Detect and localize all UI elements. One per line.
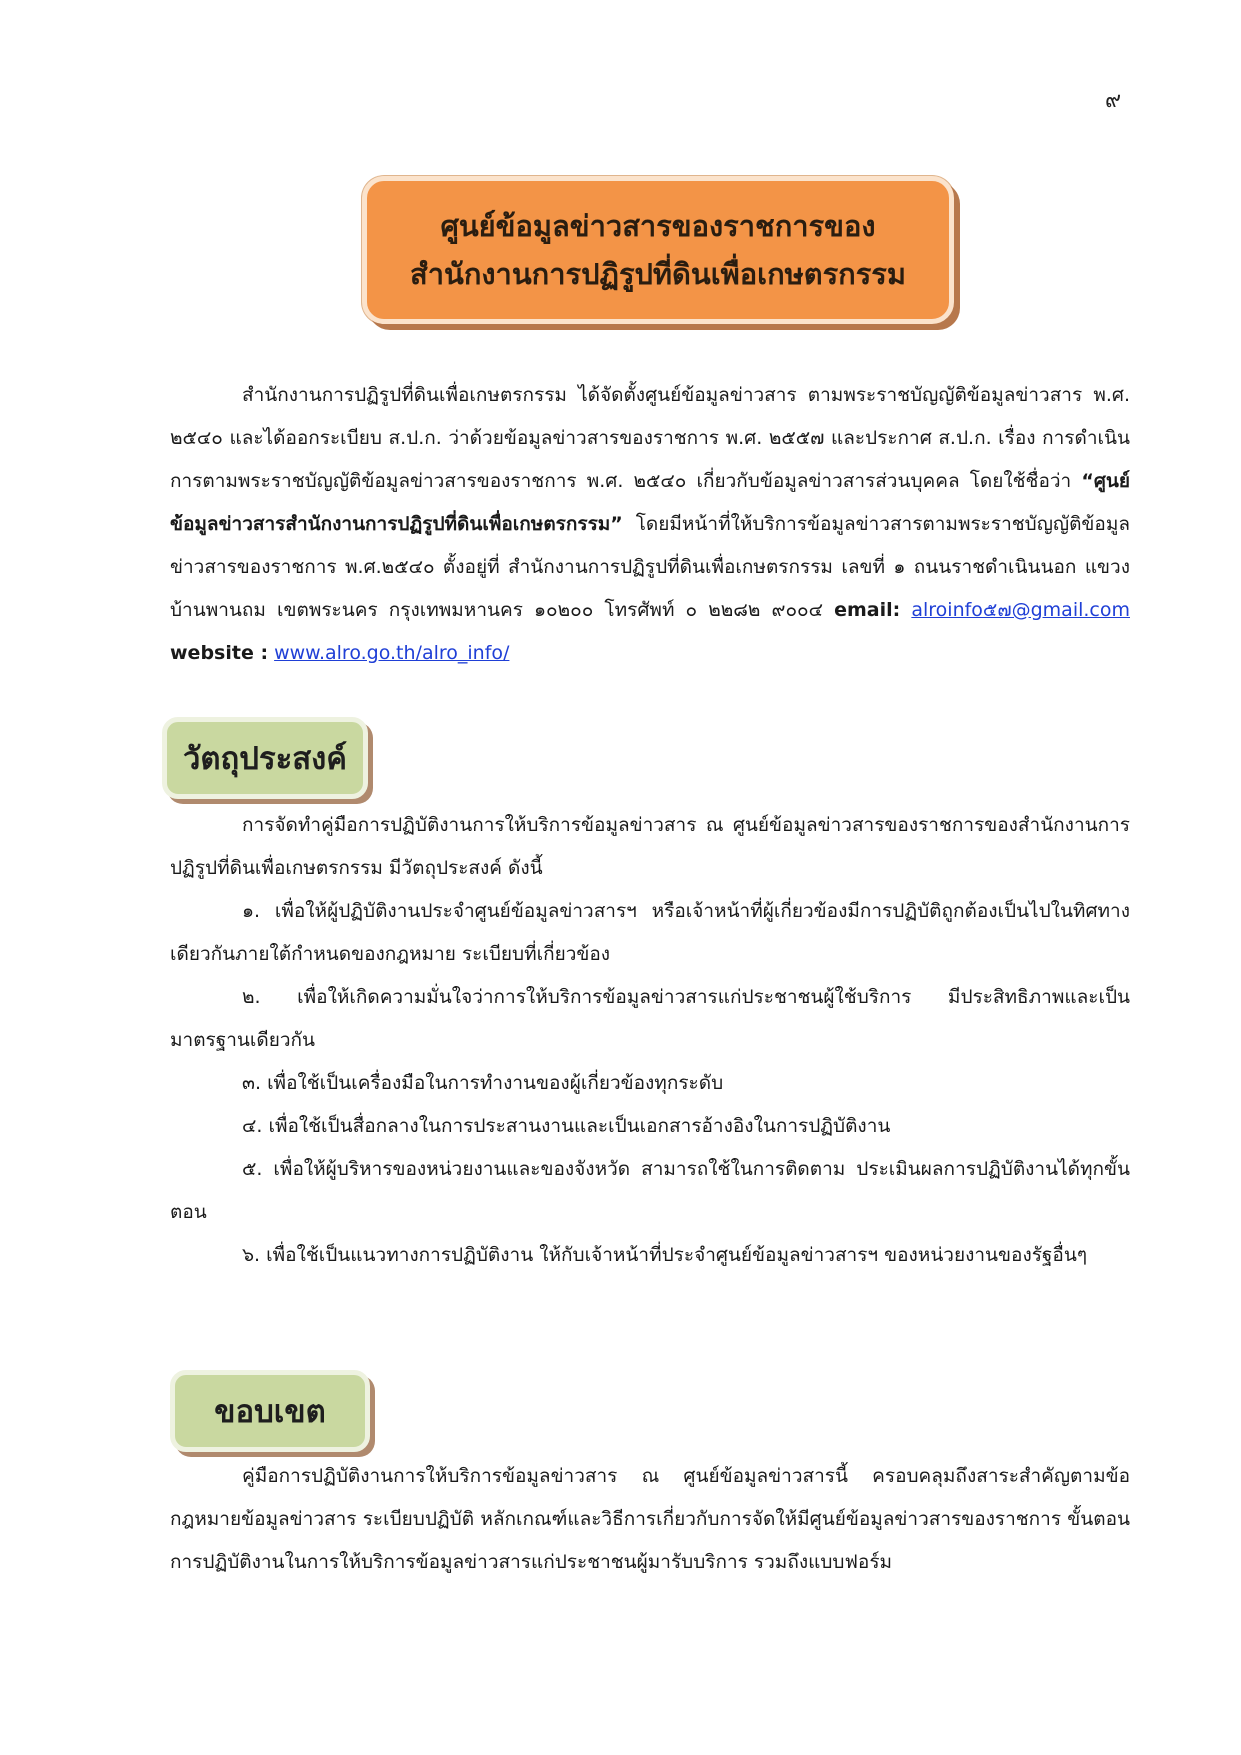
objective-item-3 — [170, 1062, 1130, 1105]
objective-item-1 — [170, 890, 1130, 976]
objective-item-5-text: ๕. เพื่อให้ผู้บริหารของหน่วยงานและของจังหวัด สามารถใช้ในการติดตาม ประเมินผลการปฏิบัติงานได้ทุกขั้นตอน — [170, 1158, 1130, 1223]
email-label: email: — [834, 599, 901, 621]
objective-item-4 — [170, 1105, 1130, 1148]
objectives-lead — [170, 804, 1130, 890]
objective-item-5 — [170, 1148, 1130, 1234]
title-line-1: ศูนย์ข้อมูลข่าวสารของราชการของ — [440, 209, 876, 243]
title-line-2: สำนักงานการปฏิรูปที่ดินเพื่อเกษตรกรรม — [410, 257, 906, 291]
title-banner — [362, 176, 954, 324]
objective-item-4-text: ๔. เพื่อใช้เป็นสื่อกลางในการประสานงานและเป็นเอกสารอ้างอิงในการปฏิบัติงาน — [242, 1115, 891, 1137]
objectives-heading-text: วัตถุประสงค์ — [182, 741, 348, 777]
objective-item-3-text: ๓. เพื่อใช้เป็นเครื่องมือในการทำงานของผู้เกี่ยวข้องทุกระดับ — [242, 1072, 724, 1094]
website-link[interactable]: www.alro.go.th/alro_info/ — [274, 642, 510, 664]
scope-heading-text: ขอบเขต — [214, 1394, 326, 1430]
objective-item-6-text: ๖. เพื่อใช้เป็นแนวทางการปฏิบัติงาน ให้กับเจ้าหน้าที่ประจำศูนย์ข้อมูลข่าวสารฯ ของหน่วยงานของรัฐอื่นๆ — [242, 1244, 1088, 1266]
page-number: ๙ — [1105, 88, 1122, 113]
objective-item-2 — [170, 976, 1130, 1062]
intro-paragraph — [170, 374, 1130, 675]
objectives-heading — [162, 717, 368, 799]
email-link[interactable]: alroinfo๕๗@gmail.com — [911, 599, 1130, 621]
intro-text-1: สำนักงานการปฏิรูปที่ดินเพื่อเกษตรกรรม ได้จัดตั้งศูนย์ข้อมูลข่าวสาร ตามพระราชบัญญัติข้อมูลข่าวสาร พ.ศ. ๒๕๔๐ และได้ออกระเบียบ ส.ป.ก. ว่าด้วยข้อมูลข่าวสารของราชการ พ.ศ. ๒๕๕๗ และประกาศ ส.ป.ก. เรื่อง การดำเนินการตามพระราชบัญญัติข้อมูลข่าวสารของราชการ พ.ศ. ๒๕๔๐ เกี่ยวกับข้อมูลข่าวสารส่วนบุคคล โดยใช้ชื่อว่า — [170, 384, 1130, 492]
objectives-lead-text: การจัดทำคู่มือการปฏิบัติงานการให้บริการข้อมูลข่าวสาร ณ ศูนย์ข้อมูลข่าวสารของราชการของสำนักงานการปฏิรูปที่ดินเพื่อเกษตรกรรม มีวัตถุประสงค์ ดังนี้ — [170, 814, 1130, 879]
scope-heading — [170, 1370, 370, 1452]
scope-text: คู่มือการปฏิบัติงานการให้บริการข้อมูลข่าวสาร ณ ศูนย์ข้อมูลข่าวสารนี้ ครอบคลุมถึงสาระสำคัญตามข้อกฎหมายข้อมูลข่าวสาร ระเบียบปฏิบัติ หลักเกณฑ์และวิธีการเกี่ยวกับการจัดให้มีศูนย์ข้อมูลข่าวสารของราชการ ขั้นตอนการปฏิบัติงานในการให้บริการข้อมูลข่าวสารแก่ประชาชนผู้มารับบริการ รวมถึงแบบฟอร์ม — [170, 1465, 1130, 1573]
objective-item-1-text: ๑. เพื่อให้ผู้ปฏิบัติงานประจำศูนย์ข้อมูลข่าวสารฯ หรือเจ้าหน้าที่ผู้เกี่ยวข้องมีการปฏิบัติถูกต้องเป็นไปในทิศทางเดียวกันภายใต้กำหนดของกฎหมาย ระเบียบที่เกี่ยวข้อง — [170, 900, 1130, 965]
scope-paragraph — [170, 1455, 1130, 1584]
objective-item-2-text: ๒. เพื่อให้เกิดความมั่นใจว่าการให้บริการข้อมูลข่าวสารแก่ประชาชนผู้ใช้บริการ มีประสิทธิภาพและเป็นมาตรฐานเดียวกัน — [170, 986, 1130, 1051]
intro-text-2: โดยมีหน้าที่ให้บริการข้อมูลข่าวสารตามพระราชบัญญัติข้อมูลข่าวสารของราชการ พ.ศ.๒๕๔๐ ตั้งอยู่ที่ สำนักงานการปฏิรูปที่ดินเพื่อเกษตรกรรม เลขที่ ๑ ถนนราชดำเนินนอก แขวงบ้านพานถม เขตพระนคร กรุงเทพมหานคร ๑๐๒๐๐ โทรศัพท์ ๐ ๒๒๘๒ ๙๐๐๔ — [170, 513, 1130, 621]
website-label: website : — [170, 642, 269, 664]
objective-item-6 — [170, 1234, 1130, 1277]
intro-center-name: “ศูนย์ข้อมูลข่าวสารสำนักงานการปฏิรูปที่ดินเพื่อเกษตรกรรม” — [170, 470, 1130, 535]
